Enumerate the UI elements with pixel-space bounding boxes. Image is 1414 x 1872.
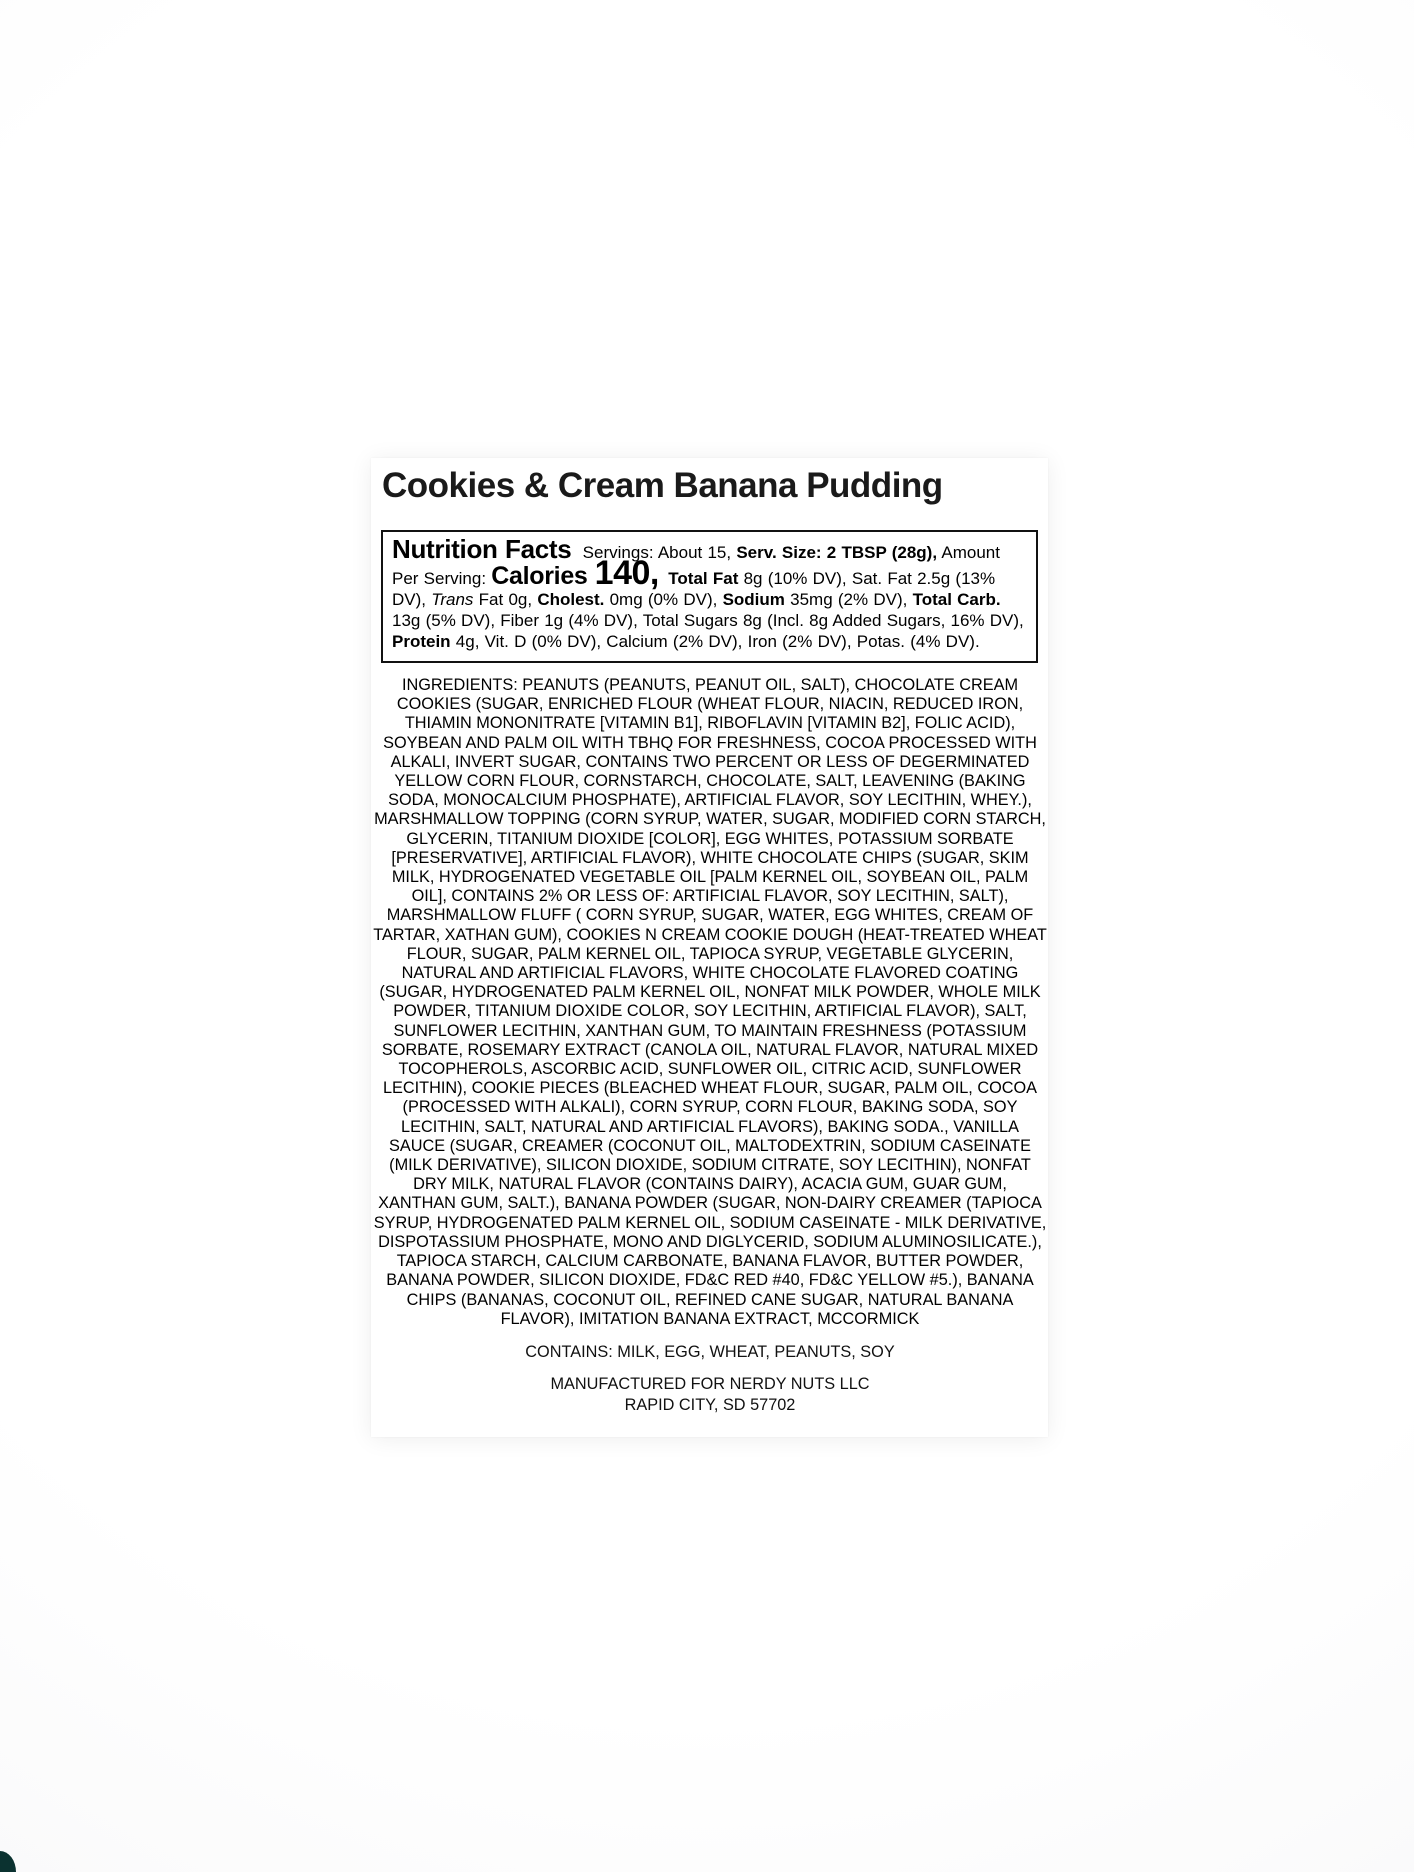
nutrition-segment: Servings: About 15, <box>577 543 737 562</box>
nutrition-facts-box <box>381 530 1038 663</box>
nutrition-segment: 0mg (0% DV), <box>604 590 723 609</box>
nutrition-segment: Amount Per Serving: <box>392 543 1000 588</box>
manufacturer-line2: RAPID CITY, SD 57702 <box>624 1396 796 1415</box>
allergen-contains-text: CONTAINS: MILK, EGG, WHEAT, PEANUTS, SOY <box>525 1342 895 1361</box>
nutrition-segment: Total Carb. <box>912 590 1001 609</box>
nutrition-segment: Trans <box>431 590 474 609</box>
manufacturer-block <box>373 1374 1047 1416</box>
product-title: Cookies & Cream Banana Pudding <box>382 466 943 505</box>
nutrition-segment: 8g (10% DV), Sat. Fat 2.5g (13% DV), <box>392 569 996 609</box>
corner-accent-shape <box>0 1851 16 1872</box>
nutrition-segment: 13g (5% DV), Fiber 1g (4% DV), Total Sugars 8g (Incl. 8g Added Sugars, 16% DV), <box>392 611 1024 630</box>
nutrition-segment: 140, <box>594 554 669 592</box>
nutrition-segment: Nutrition Facts <box>392 534 572 564</box>
nutrition-segment: Fat 0g, <box>473 590 538 609</box>
product-label-card <box>371 458 1048 1437</box>
nutrition-segment: Cholest. <box>537 590 605 609</box>
nutrition-segment: Serv. Size: 2 TBSP (28g), <box>736 543 938 562</box>
manufacturer-line1: MANUFACTURED FOR NERDY NUTS LLC <box>550 1375 870 1394</box>
nutrition-facts-text <box>392 534 1027 652</box>
nutrition-segment: Sodium <box>722 590 785 609</box>
nutrition-segment: 4g, Vit. D (0% DV), Calcium (2% DV), Iron (2% DV), Potas. (4% DV). <box>450 632 980 651</box>
nutrition-segment: Total Fat <box>668 569 744 588</box>
nutrition-segment: Protein <box>392 632 451 651</box>
nutrition-segment: 35mg (2% DV), <box>784 590 913 609</box>
ingredients-text: INGREDIENTS: PEANUTS (PEANUTS, PEANUT OIL, SALT), CHOCOLATE CREAM COOKIES (SUGAR, ENRICHED FLOUR (WHEAT FLOUR, NIACIN, REDUCED IRON, THIAMIN MONONITRATE [VITAMIN B1], RIBOFLAVIN [VITAMIN B2], FOLIC ACID), SOYBEAN AND PALM OIL WITH TBHQ FOR FRESHNESS, COCOA PROCESSED WITH ALKALI, INVERT SUGAR, CONTAINS TWO PERCENT OR LESS OF DEGERMINATED YELLOW CORN FLOUR, CORNSTARCH, CHOCOLATE, SALT, LEAVENING (BAKING SODA, MONOCALCIUM PHOSPHATE), ARTIFICIAL FLAVOR, SOY LECITHIN, WHEY.), MARSHMALLOW TOPPING (CORN SYRUP, WATER, SUGAR, MODIFIED CORN STARCH, GLYCERIN, TITANIUM DIOXIDE [COLOR], EGG WHITES, POTASSIUM SORBATE [PRESERVATIVE], ARTIFICIAL FLAVOR), WHITE CHOCOLATE CHIPS (SUGAR, SKIM MILK, HYDROGENATED VEGETABLE OIL [PALM KERNEL OIL, SOYBEAN OIL, PALM OIL], CONTAINS 2% OR LESS OF: ARTIFICIAL FLAVOR, SOY LECITHIN, SALT), MARSHMALLOW FLUFF ( CORN SYRUP, SUGAR, WATER, EGG WHITES, CREAM OF TARTAR, XATHAN GUM), COOKIES N CREAM COOKIE DOUGH (HEAT-TREATED WHEAT FLOUR, SUGAR, PALM KERNEL OIL, TAPIOCA SYRUP, VEGETABLE GLYCERIN, NATURAL AND ARTIFICIAL FLAVORS, WHITE CHOCOLATE FLAVORED COATING (SUGAR, HYDROGENATED PALM KERNEL OIL, NONFAT MILK POWDER, WHOLE MILK POWDER, TITANIUM DIOXIDE COLOR, SOY LECITHIN, ARTIFICIAL FLAVOR), SALT, SUNFLOWER LECITHIN, XANTHAN GUM, TO MAINTAIN FRESHNESS (POTASSIUM SORBATE, ROSEMARY EXTRACT (CANOLA OIL, NATURAL FLAVOR, NATURAL MIXED TOCOPHEROLS, ASCORBIC ACID, SUNFLOWER OIL, CITRIC ACID, SUNFLOWER LECITHIN), COOKIE PIECES (BLEACHED WHEAT FLOUR, SUGAR, PALM OIL, COCOA (PROCESSED WITH ALKALI), CORN SYRUP, CORN FLOUR, BAKING SODA, SOY LECITHIN, SALT, NATURAL AND ARTIFICIAL FLAVORS), BAKING SODA., VANILLA SAUCE (SUGAR, CREAMER (COCONUT OIL, MALTODEXTRIN, SODIUM CASEINATE (MILK DERIVATIVE), SILICON DIOXIDE, SODIUM CITRATE, SOY LECITHIN), NONFAT DRY MILK, NATURAL FLAVOR (CONTAINS DAIRY), ACACIA GUM, GUAR GUM, XANTHAN GUM, SALT.), BANANA POWDER (SUGAR, NON-DAIRY CREAMER (TAPIOCA SYRUP, HYDROGENATED PALM KERNEL OIL, SODIUM CASEINATE - MILK DERIVATIVE, DISPOTASSIUM PHOSPHATE, MONO AND DIGLYCERID, SODIUM ALUMINOSILICATE.), TAPIOCA STARCH, CALCIUM CARBONATE, BANANA FLAVOR, BUTTER POWDER, BANANA POWDER, SILICON DIOXIDE, FD&C RED #40, FD&C YELLOW #5.), BANANA CHIPS (BANANAS, COCONUT OIL, REFINED CANE SUGAR, NATURAL BANANA FLAVOR), IMITATION BANANA EXTRACT, MCCORMICK <box>373 676 1047 1328</box>
nutrition-segment: Calories <box>491 562 595 590</box>
